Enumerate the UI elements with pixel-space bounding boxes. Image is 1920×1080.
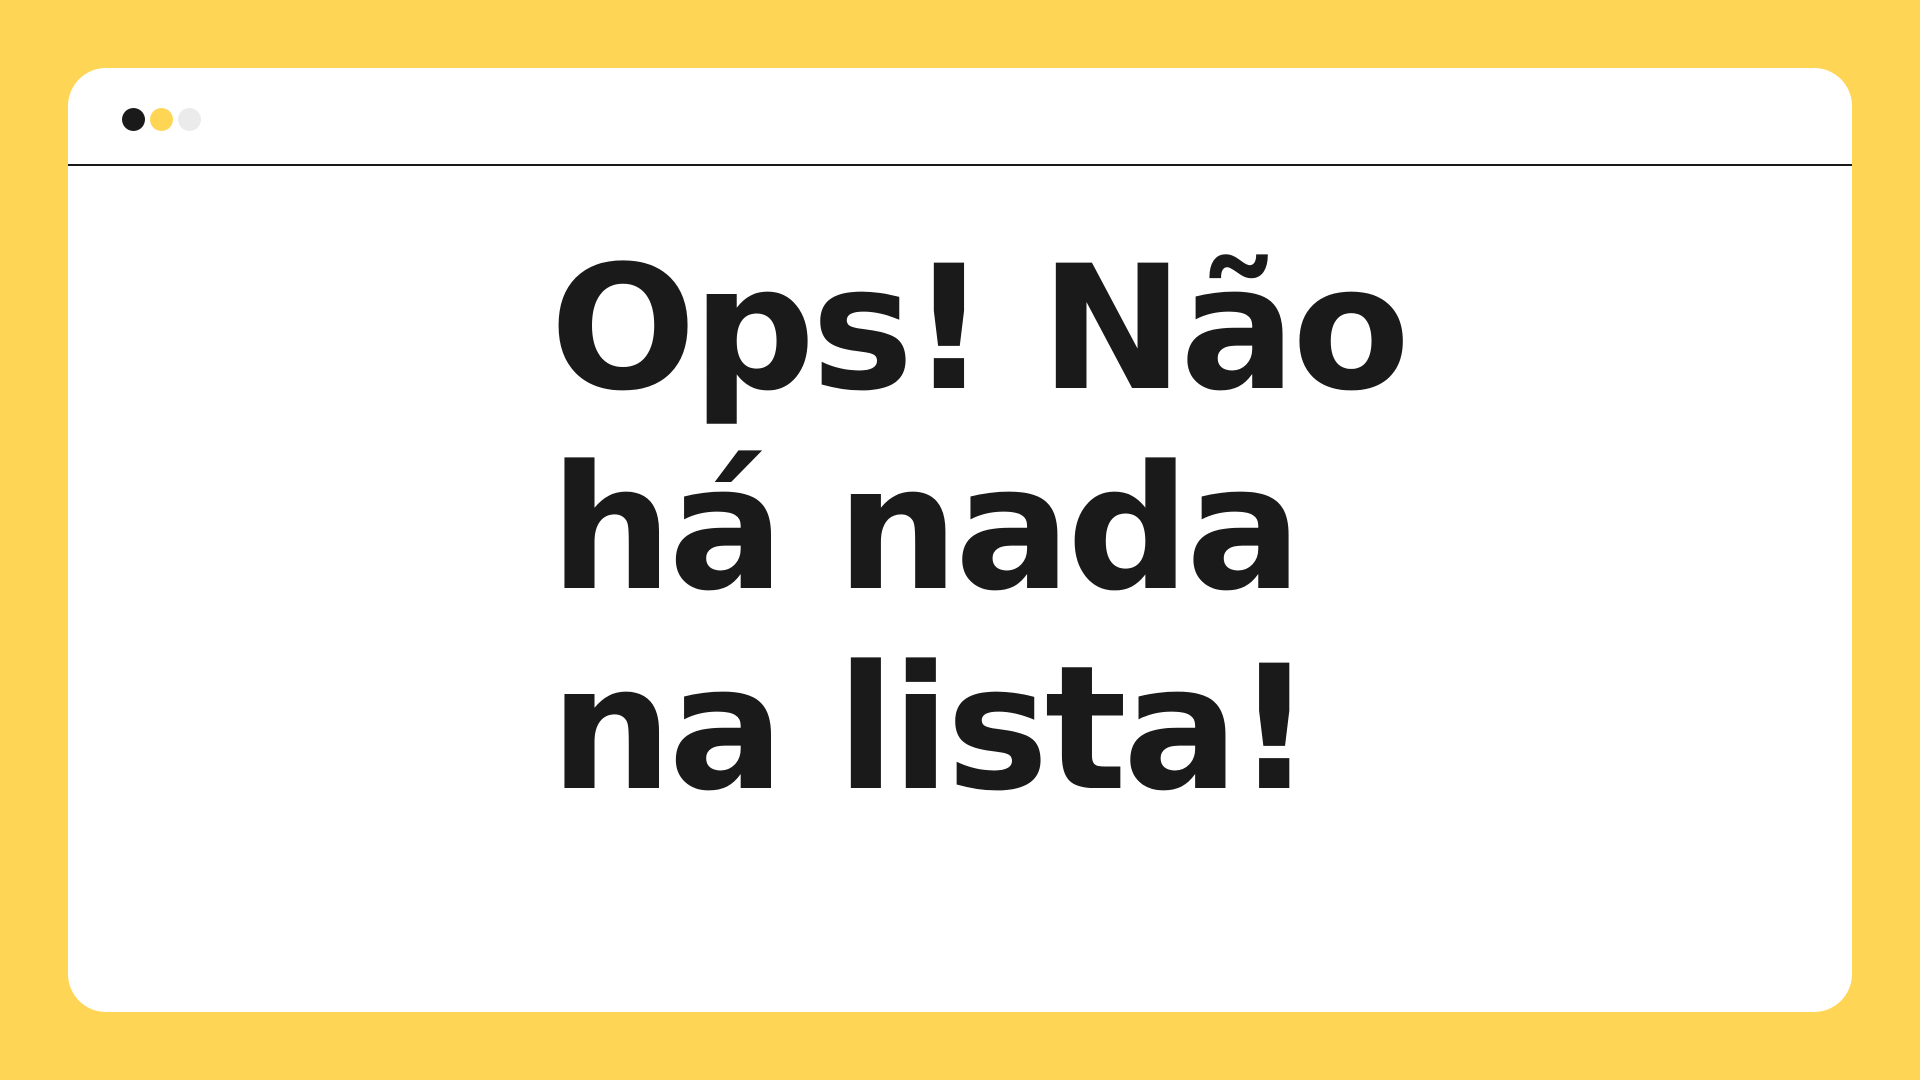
empty-state-message [550, 229, 1450, 829]
empty-state-line-2: há nada [550, 428, 1299, 629]
maximize-dot-icon[interactable] [178, 108, 201, 131]
close-dot-icon[interactable] [122, 108, 145, 131]
minimize-dot-icon[interactable] [150, 108, 173, 131]
window-controls [122, 108, 201, 131]
window-titlebar [68, 68, 1852, 166]
app-window [68, 68, 1852, 1012]
empty-state-line-3: na lista! [550, 628, 1310, 829]
empty-state-panel [68, 166, 1852, 1012]
empty-state-line-1: Ops! Não [550, 228, 1407, 429]
